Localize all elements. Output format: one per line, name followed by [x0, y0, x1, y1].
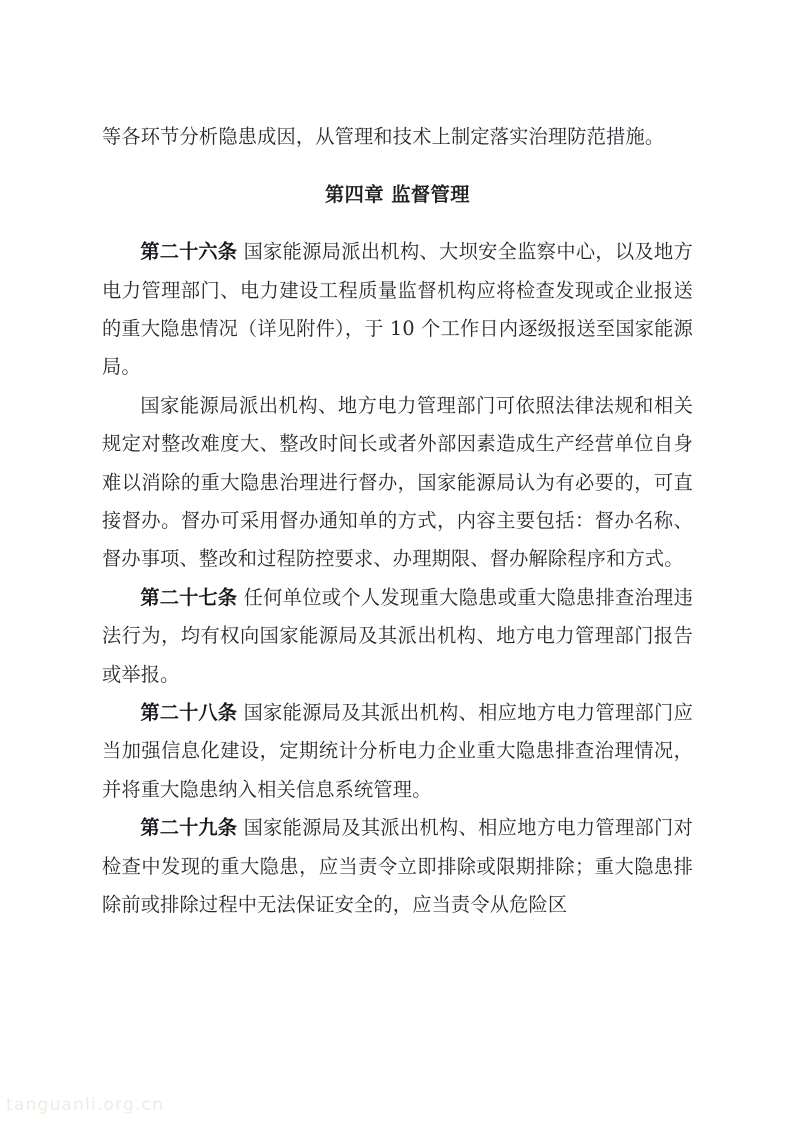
chapter-heading: 第四章 监督管理 [325, 182, 470, 206]
article-29 [102, 809, 693, 924]
paragraph-continuation: 等各环节分析隐患成因，从管理和技术上制定落实治理防范措施。 [102, 125, 665, 148]
article-26 [102, 233, 693, 387]
chapter-heading-block [102, 156, 693, 233]
site-watermark: tanguanli.org.cn [6, 1095, 165, 1115]
article-26-text: 国家能源局派出机构、大坝安全监察中心，以及地方电力管理部门、电力建设工程质量监督机构应将检查发现或企业报送的重大隐患情况（详见附件），于 10 个工作日内逐级报送至国家能源局。 [102, 240, 693, 379]
article-27-text: 任何单位或个人发现重大隐患或重大隐患排查治理违法行为，均有权向国家能源局及其派出机构、地方电力管理部门报告或举报。 [102, 585, 693, 686]
article-28-text: 国家能源局及其派出机构、相应地方电力管理部门应当加强信息化建设，定期统计分析电力企业重大隐患排查治理情况，并将重大隐患纳入相关信息系统管理。 [102, 701, 693, 801]
article-26-paragraph-2: 国家能源局派出机构、地方电力管理部门可依照法律法规和相关规定对整改难度大、整改时间长或者外部因素造成生产经营单位自身难以消除的重大隐患治理进行督办，国家能源局认为有必要的，可直接督办。督办可采用督办通知单的方式，内容主要包括：督办名称、督办事项、整改和过程防控要求、办理期限、督办解除程序和方式。 [102, 393, 693, 571]
article-28-marker: 第二十八条 [140, 701, 238, 725]
article-29-marker: 第二十九条 [140, 816, 238, 840]
article-27-marker: 第二十七条 [140, 585, 238, 609]
article-29-text: 国家能源局及其派出机构、相应地方电力管理部门对检查中发现的重大隐患，应当责令立即排除或限期排除；重大隐患排除前或排除过程中无法保证安全的，应当责令从危险区 [102, 816, 693, 917]
article-26-marker: 第二十六条 [140, 240, 238, 264]
article-28 [102, 694, 693, 809]
article-27 [102, 579, 693, 694]
document-body [102, 118, 693, 925]
